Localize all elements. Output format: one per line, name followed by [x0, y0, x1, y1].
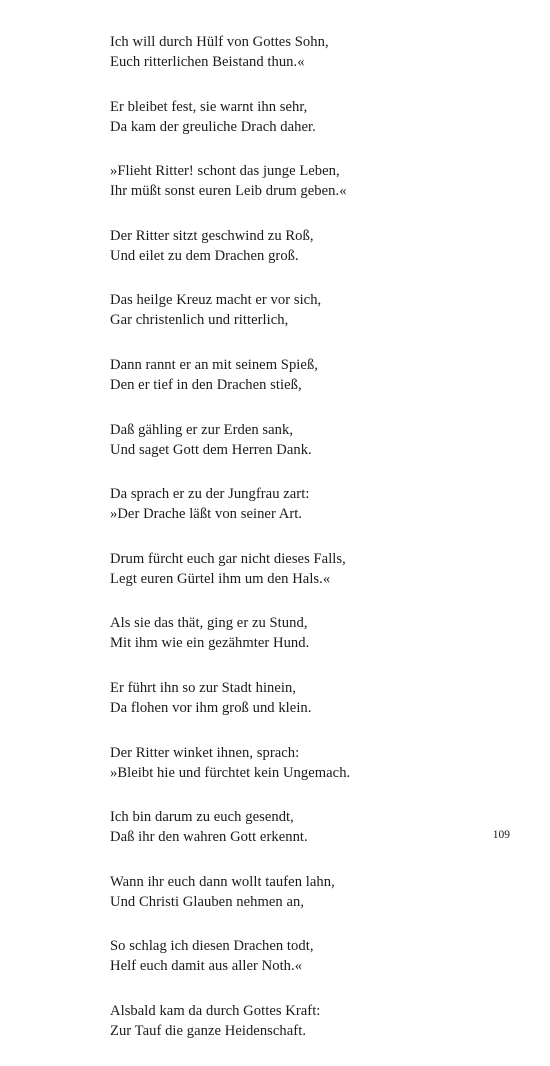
stanza [110, 226, 510, 266]
verse-line: »Bleibt hie und fürchtet kein Ungemach. [110, 764, 351, 781]
stanza [110, 936, 510, 976]
stanza [110, 613, 510, 653]
verse-line: Den er tief in den Drachen stieß, [110, 376, 302, 393]
stanza [110, 32, 510, 72]
stanza [110, 872, 510, 912]
verse-line: Helf euch damit aus aller Noth.« [110, 958, 303, 975]
verse-line: Gar christenlich und ritterlich, [110, 312, 289, 329]
verse-line: Mit ihm wie ein gezähmter Hund. [110, 635, 310, 652]
stanza [110, 161, 510, 201]
verse-line: Zur Tauf die ganze Heidenschaft. [110, 1022, 307, 1039]
verse-line: Daß ihr den wahren Gott erkennt. [110, 829, 308, 846]
stanza [110, 355, 510, 395]
stanza [110, 97, 510, 137]
verse-line: Der Ritter winket ihnen, sprach: [110, 744, 300, 761]
stanza [110, 549, 510, 589]
stanza [110, 743, 510, 783]
verse-line: Ihr müßt sonst euren Leib drum geben.« [110, 183, 347, 200]
verse-line: Daß gähling er zur Erden sank, [110, 421, 294, 438]
stanza [110, 678, 510, 718]
page-number: 109 [492, 829, 510, 841]
stanza [110, 484, 510, 524]
verse-line: Das heilge Kreuz macht er vor sich, [110, 292, 322, 309]
stanza [110, 807, 510, 847]
verse-line: Da flohen vor ihm groß und klein. [110, 699, 312, 716]
verse-line: Er führt ihn so zur Stadt hinein, [110, 679, 297, 696]
verse-line: Und Christi Glauben nehmen an, [110, 893, 305, 910]
verse-line: Euch ritterlichen Beistand thun.« [110, 54, 305, 70]
verse-line: »Flieht Ritter! schont das junge Leben, [110, 163, 340, 180]
verse-line: Und eilet zu dem Drachen groß. [110, 247, 299, 264]
verse-line: Alsbald kam da durch Gottes Kraft: [110, 1002, 321, 1019]
stanza [110, 420, 510, 460]
verse-line: »Der Drache läßt von seiner Art. [110, 506, 303, 523]
verse-line: Ich bin darum zu euch gesendt, [110, 809, 294, 826]
stanza [110, 1001, 510, 1041]
verse-line: Und saget Gott dem Herren Dank. [110, 441, 312, 458]
verse-line: Der Ritter sitzt geschwind zu Roß, [110, 227, 314, 244]
stanza [110, 290, 510, 330]
verse-line: Da sprach er zu der Jungfrau zart: [110, 486, 310, 503]
poem-text [110, 32, 510, 1066]
verse-line: Da kam der greuliche Drach daher. [110, 118, 316, 135]
verse-line: Als sie das thät, ging er zu Stund, [110, 615, 308, 632]
verse-line: Dann rannt er an mit seinem Spieß, [110, 356, 318, 373]
verse-line: So schlag ich diesen Drachen todt, [110, 938, 314, 955]
verse-line: Ich will durch Hülf von Gottes Sohn, [110, 34, 329, 50]
verse-line: Legt euren Gürtel ihm um den Hals.« [110, 570, 331, 587]
verse-line: Er bleibet fest, sie warnt ihn sehr, [110, 98, 308, 115]
verse-line: Drum fürcht euch gar nicht dieses Falls, [110, 550, 346, 567]
verse-line: Wann ihr euch dann wollt taufen lahn, [110, 873, 335, 890]
